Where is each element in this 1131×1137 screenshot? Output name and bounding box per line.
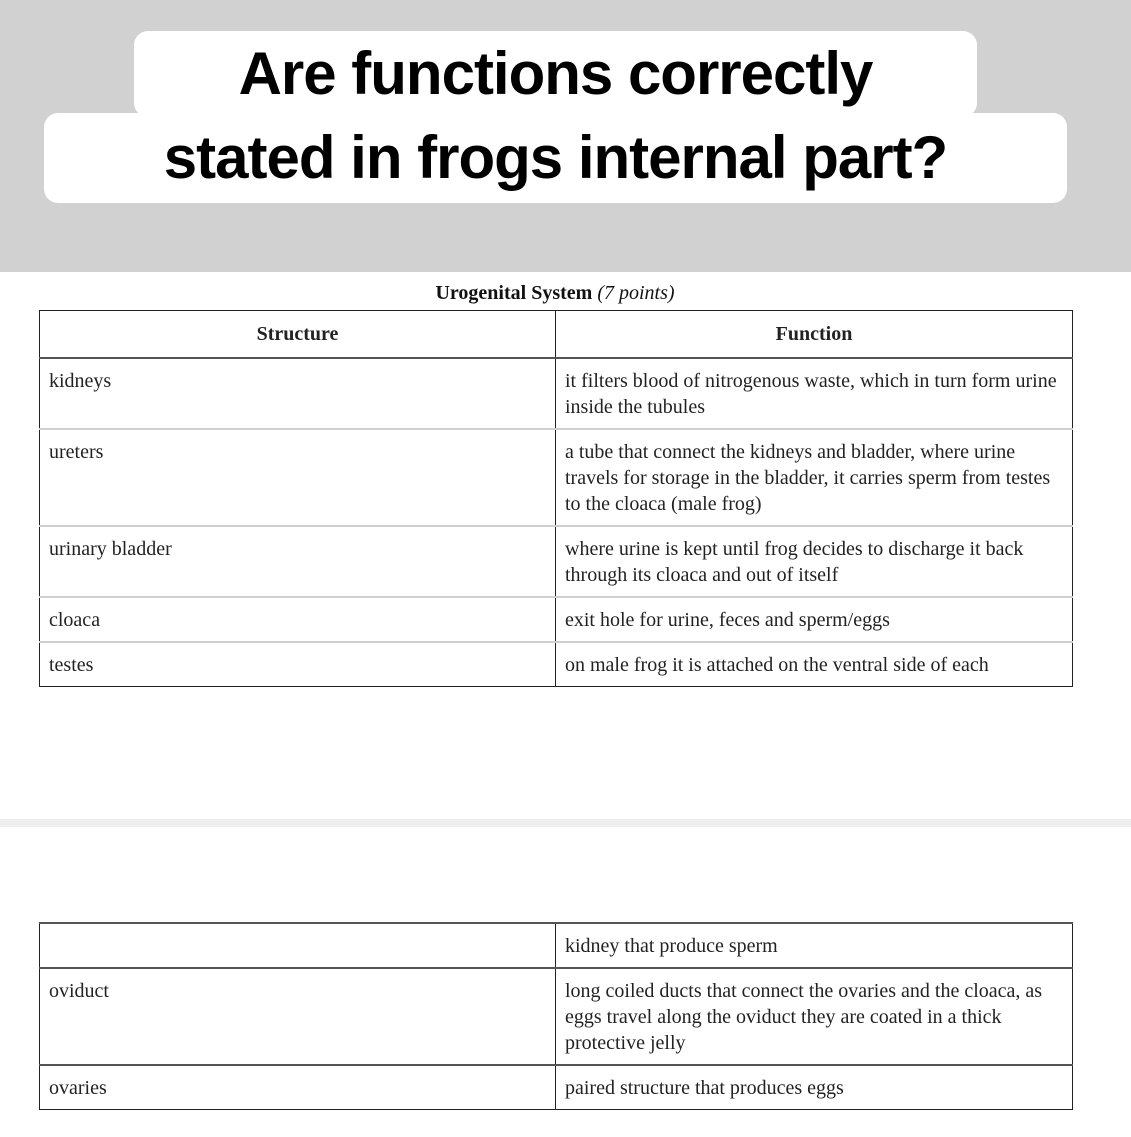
function-header: Function — [556, 311, 1073, 359]
structure-cell: testes — [40, 642, 556, 687]
section-points: (7 points) — [597, 282, 675, 304]
function-cell: kidney that produce sperm — [556, 923, 1073, 968]
function-cell: paired structure that produces eggs — [556, 1065, 1073, 1110]
function-cell: a tube that connect the kidneys and bladder, where urine travels for storage in the bladder, it carries sperm from testes to the cloaca (male frog) — [556, 429, 1073, 526]
structure-cell: urinary bladder — [40, 526, 556, 597]
structure-cell — [40, 923, 556, 968]
question-banner — [0, 0, 1131, 272]
table-row — [40, 526, 1073, 597]
section-heading — [0, 282, 1110, 305]
function-cell: exit hole for urine, feces and sperm/eggs — [556, 597, 1073, 642]
page-separator — [0, 819, 1131, 827]
structure-cell: oviduct — [40, 968, 556, 1065]
urogenital-table — [39, 310, 1073, 687]
function-cell: it filters blood of nitrogenous waste, which in turn form urine inside the tubules — [556, 358, 1073, 429]
function-cell: long coiled ducts that connect the ovaries and the cloaca, as eggs travel along the oviduct they are coated in a thick protective jelly — [556, 968, 1073, 1065]
structure-cell: kidneys — [40, 358, 556, 429]
table-row — [40, 642, 1073, 687]
table-row — [40, 597, 1073, 642]
structure-cell: ovaries — [40, 1065, 556, 1110]
table-row — [40, 358, 1073, 429]
function-cell: where urine is kept until frog decides to discharge it back through its cloaca and out of itself — [556, 526, 1073, 597]
function-cell: on male frog it is attached on the ventral side of each — [556, 642, 1073, 687]
table-header-row — [40, 311, 1073, 359]
structure-cell: ureters — [40, 429, 556, 526]
table-row — [40, 923, 1073, 968]
structure-header: Structure — [40, 311, 556, 359]
question-title-line-1: Are functions correctly — [134, 31, 977, 117]
question-title-line-2: stated in frogs internal part? — [44, 113, 1067, 203]
table-row — [40, 968, 1073, 1065]
section-heading-text: Urogenital System — [435, 282, 593, 304]
structure-cell: cloaca — [40, 597, 556, 642]
urogenital-table-continued — [39, 922, 1073, 1110]
table-row — [40, 1065, 1073, 1110]
table-row — [40, 429, 1073, 526]
